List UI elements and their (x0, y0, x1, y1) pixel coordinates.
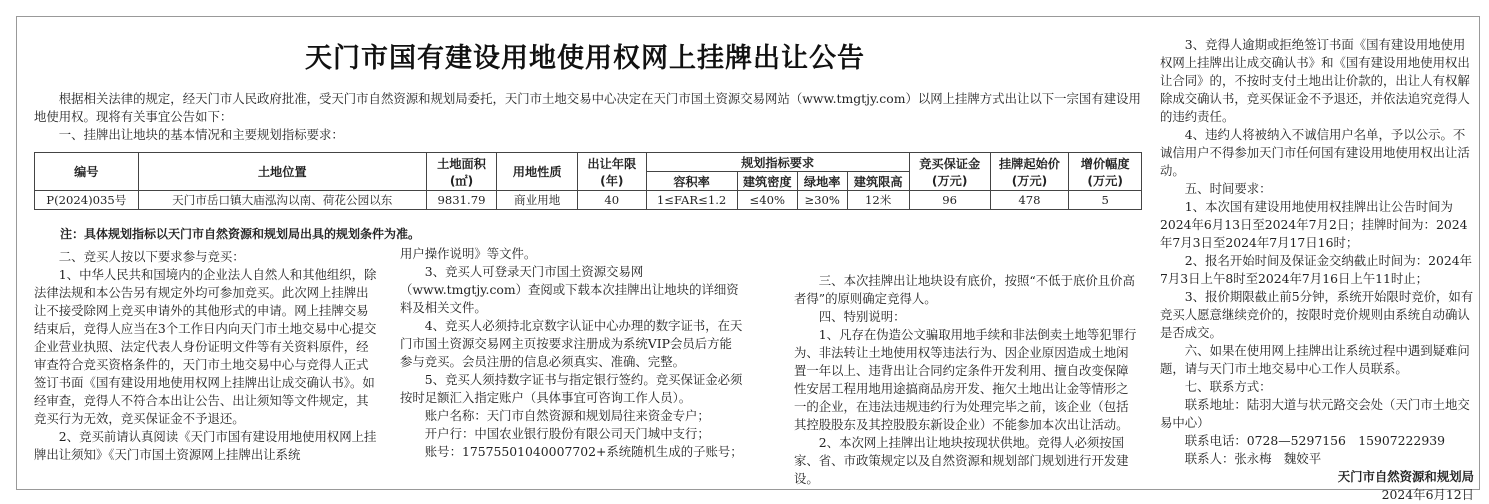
contact-phone: 联系电话：0728—5297156 15907222939 (1184, 433, 1445, 448)
cell-id: P(2024)035号 (35, 191, 139, 210)
header-id: 编号 (35, 153, 139, 191)
cell-increment: 5 (1069, 191, 1142, 210)
header-increment: 增价幅度 (万元) (1069, 153, 1142, 191)
cell-green: ≥30% (797, 191, 847, 210)
header-height: 建筑限高 (847, 172, 909, 191)
special-note-1: 1、凡存在伪造公文骗取用地手续和非法倒卖土地等犯罪行为、非法转让土地使用权等违法行为、因企业原因造成土地闲置一年以上、违背出让合同约定条件开发利用、擅自改变保障性安居工程用地用途搞商品房开发、拖欠土地出让金等情形之一的企业，在违法违规违约行为处理完毕之前，该企业（包括其控股股东及其控股股东新设企业）不能参加本次出让活动。 (794, 327, 1137, 432)
special-note-3: 3、竞得人逾期或拒绝签订书面《国有建设用地使用权网上挂牌出让成交确认书》和《国有建设用地使用权出让合同》的，不按时支付土地出让价款的，出让人有权解除成交确认书，竞买保证金不予退还，并依法追究竞得人的违约责任。 (1160, 37, 1470, 124)
column-4 (1160, 36, 1474, 504)
cell-years: 40 (578, 191, 646, 210)
land-info-table (34, 152, 1142, 210)
section-4-heading: 四、特别说明： (818, 309, 906, 324)
header-green: 绿地率 (797, 172, 847, 191)
header-far: 容积率 (646, 172, 737, 191)
cell-use: 商业用地 (497, 191, 578, 210)
header-planning: 规划指标要求 (646, 153, 909, 172)
issue-date: 2024年6月12日 (1381, 487, 1474, 502)
special-note-2: 2、本次网上挂牌出让地块按现状供地。竞得人必须按国家、省、市政策规定以及自然资源和规划部门规划进行开发建设。 (794, 435, 1129, 486)
column-3 (794, 272, 1139, 488)
intro-paragraph: 根据相关法律的规定，经天门市人民政府批准，受天门市自然资源和规划局委托，天门市土地交易中心决定在天门市国土资源交易网站（www.tmgtjy.com）以网上挂牌方式出让以下一宗国有建设用地使用权。现将有关事宜公告如下： (34, 91, 1141, 124)
requirement-1: 1、中华人民共和国境内的企业法人自然人和其他组织，除法律法规和本公告另有规定外均可参加竞买。此次网上挂牌出让不接受除网上竞买申请外的其他形式的申请。网上挂牌交易结束后，竞得人应当在3个工作日内向天门市土地交易中心提交企业营业执照、法定代表人身份证明文件等有关资料原件，经审查符合竞买资格条件的，天门市土地交易中心与竞得人正式签订书面《国有建设用地使用权网上挂牌出让成交确认书》。如经审查，竞得人不符合本出让公告、出让须知等文件规定，其竞买行为无效，竞买保证金不予退还。 (34, 267, 377, 426)
account-bank: 开户行：中国农业银行股份有限公司天门城中支行； (424, 426, 710, 441)
header-start-price: 挂牌起始价 (万元) (990, 153, 1069, 191)
section-3: 三、本次挂牌出让地块设有底价，按照“不低于底价且价高者得”的原则确定竞得人。 (794, 273, 1135, 306)
requirement-2-cont: 用户操作说明》等文件。 (400, 246, 537, 261)
intro-section (34, 90, 1142, 144)
header-deposit: 竞买保证金 (万元) (909, 153, 990, 191)
cell-deposit: 96 (909, 191, 990, 210)
requirement-4: 4、竞买人必须持北京数字认证中心办理的数字证书，在天门市国土资源交易网主页按要求注册成为系统VIP会员后方能参与竞买。会员注册的信息必须真实、准确、完整。 (400, 318, 743, 369)
table-note: 注：具体规划指标以天门市自然资源和规划局出具的规划条件为准。 (60, 227, 421, 241)
column-1 (34, 248, 378, 464)
time-requirement-2: 2、报名开始时间及保证金交纳截止时间为：2024年7月3日上午8时至2024年7月16日上午11时止； (1160, 253, 1473, 286)
section-1-heading: 一、挂牌出让地块的基本情况和主要规划指标要求： (58, 127, 344, 142)
section-2-heading: 二、竞买人按以下要求参与竞买： (58, 249, 245, 264)
contact-persons: 联系人：张永梅 魏姣平 (1184, 451, 1322, 466)
cell-location: 天门市岳口镇大庙泓沟以南、荷花公园以东 (138, 191, 426, 210)
cell-height: 12米 (847, 191, 909, 210)
header-location: 土地位置 (138, 153, 426, 191)
cell-area: 9831.79 (426, 191, 496, 210)
section-6: 六、如果在使用网上挂牌出让系统过程中遇到疑难问题，请与天门市土地交易中心工作人员联系。 (1160, 343, 1470, 376)
contact-address: 联系地址：陆羽大道与状元路交会处（天门市土地交易中心） (1160, 397, 1470, 430)
requirement-5: 5、竞买人须持数字证书与指定银行签约。竞买保证金必须按时足额汇入指定账户（具体事宜可咨询工作人员）。 (400, 372, 743, 405)
time-requirement-3: 3、报价期限截止前5分钟，系统开始限时竞价，如有竞买人愿意继续竞价的，按限时竞价规则由系统自动确认是否成交。 (1160, 289, 1474, 340)
special-note-4: 4、违约人将被纳入不诚信用户名单，予以公示。不诚信用户不得参加天门市任何国有建设用地使用权出让活动。 (1160, 127, 1470, 178)
notice-title: 天门市国有建设用地使用权网上挂牌出让公告 (305, 43, 865, 74)
section-7-heading: 七、联系方式： (1184, 379, 1272, 394)
issuer-signature: 天门市自然资源和规划局 (1337, 469, 1474, 484)
header-use: 用地性质 (497, 153, 578, 191)
account-name: 账户名称：天门市自然资源和规划局往来资金专户； (424, 408, 710, 423)
column-2 (400, 245, 744, 461)
account-number: 账号：17575501040007702+系统随机生成的子账号； (424, 444, 743, 459)
header-area: 土地面积 (㎡) (426, 153, 496, 191)
cell-far: 1≤FAR≤1.2 (646, 191, 737, 210)
cell-density: ≤40% (737, 191, 797, 210)
cell-start-price: 478 (990, 191, 1069, 210)
header-density: 建筑密度 (737, 172, 797, 191)
requirement-3: 3、竞买人可登录天门市国土资源交易网（www.tmgtjy.com）查阅或下载本次挂牌出让地块的详细资料及相关文件。 (400, 264, 739, 315)
table-row (35, 191, 1142, 210)
requirement-2: 2、竞买前请认真阅读《天门市国有建设用地使用权网上挂牌出让须知》《天门市国土资源网上挂牌出让系统 (34, 429, 377, 462)
time-requirement-1: 1、本次国有建设用地使用权挂牌出让公告时间为2024年6月13日至2024年7月2日；挂牌时间为：2024年7月3日至2024年7月17日16时； (1160, 199, 1468, 250)
header-years: 出让年限 (年) (578, 153, 646, 191)
section-5-heading: 五、时间要求： (1184, 181, 1272, 196)
table-header-row (35, 153, 1142, 172)
